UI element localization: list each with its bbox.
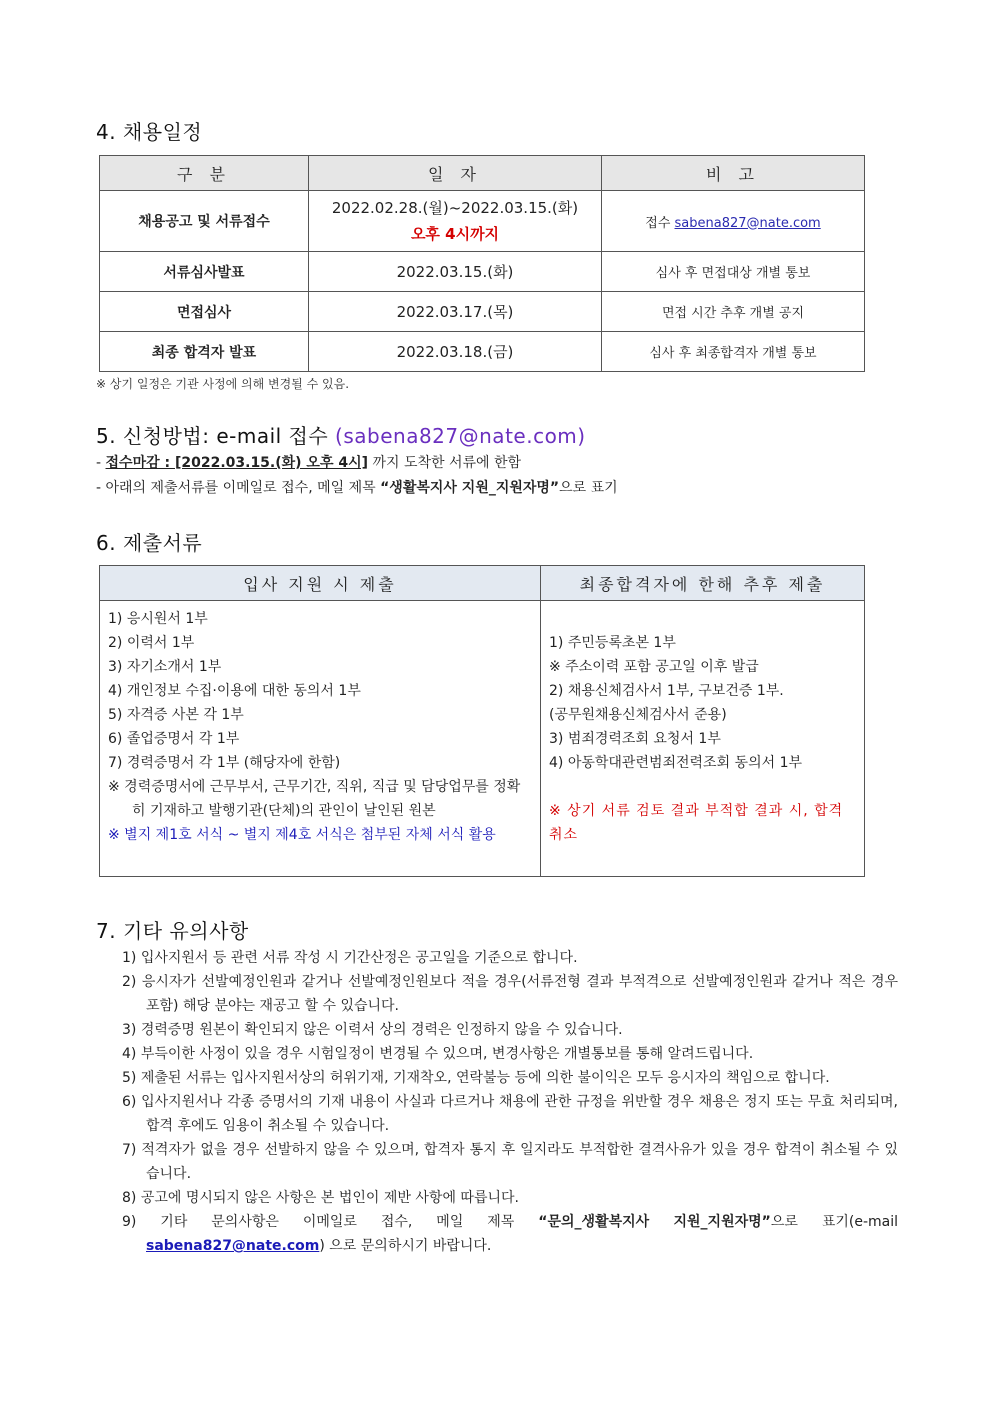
section7-title: 7. 기타 유의사항	[96, 919, 249, 943]
list-item: 3) 자기소개서 1부	[108, 659, 222, 675]
item9-prefix: 9) 기타 문의사항은 이메일로 접수, 메일 제목	[122, 1214, 539, 1230]
schedule-table	[99, 155, 865, 372]
list-item: 4) 부득이한 사정이 있을 경우 시험일정이 변경될 수 있으며, 변경사항은 개별통보를 통해 알려드립니다.	[122, 1046, 754, 1062]
row-label: 최종 합격자 발표	[100, 332, 309, 372]
list-item: 6) 입사지원서나 각종 증명서의 기재 내용이 사실과 다르거나 채용에 관한 규정을 위반할 경우 채용은 정지 또는 무효 처리되며, 합격 후에도 임용이 취소될 수 있습니다.	[122, 1094, 898, 1134]
table-row	[100, 332, 865, 372]
table-row	[100, 601, 865, 877]
deadline-rest: 까지 도착한 서류에 한함	[368, 455, 522, 471]
list-item: 4) 아동학대관련범죄전력조회 동의서 1부	[549, 755, 803, 771]
item9-subject: “문의_생활복지사 지원_지원자명”	[538, 1214, 771, 1230]
table-row	[100, 292, 865, 332]
schedule-header: 구 분	[100, 156, 309, 191]
row-date	[309, 191, 602, 252]
list-item: 2) 채용신체검사서 1부, 구보건증 1부.	[549, 683, 784, 699]
row-date-value: 2022.02.28.(월)~2022.03.15.(화)	[331, 199, 579, 217]
documents-left-cell	[100, 601, 541, 877]
list-item: 2) 이력서 1부	[108, 635, 195, 651]
row-note: 심사 후 최종합격자 개별 통보	[602, 332, 865, 372]
row-date: 2022.03.15.(화)	[309, 252, 602, 292]
disqualify-note: ※ 상기 서류 검토 결과 부적합 결과 시, 합격 취소	[549, 803, 844, 843]
list-item: 5) 제출된 서류는 입사지원서상의 허위기재, 기재착오, 연락불능 등에 의한 불이익은 모두 응시자의 책임으로 합니다.	[122, 1070, 830, 1086]
table-row	[100, 191, 865, 252]
deadline-prefix: -	[96, 455, 106, 471]
schedule-header-row	[100, 156, 865, 191]
row-date: 2022.03.17.(목)	[309, 292, 602, 332]
list-item: 8) 공고에 명시되지 않은 사항은 본 법인이 제반 사항에 따릅니다.	[122, 1190, 519, 1206]
list-item: ※ 주소이력 포함 공고일 이후 발급	[549, 659, 759, 675]
spacer	[549, 607, 856, 631]
documents-table	[99, 565, 865, 877]
list-item	[122, 1210, 898, 1258]
documents-right-cell	[541, 601, 865, 877]
row-label: 서류심사발표	[100, 252, 309, 292]
section5-title	[96, 420, 586, 449]
list-item: (공무원채용신체검사서 준용)	[549, 707, 727, 723]
row-date: 2022.03.18.(금)	[309, 332, 602, 372]
deadline-line	[96, 452, 521, 472]
list-item: 3) 범죄경력조회 요청서 1부	[549, 731, 721, 747]
schedule-header: 비 고	[602, 156, 865, 191]
row-note: 면접 시간 추후 개별 공지	[602, 292, 865, 332]
list-item: 3) 경력증명 원본이 확인되지 않은 이력서 상의 경력은 인정하지 않을 수 있습니다.	[122, 1022, 623, 1038]
list-item: 6) 졸업증명서 각 1부	[108, 731, 240, 747]
item9-suffix: ) 으로 문의하시기 바랍니다.	[319, 1238, 492, 1254]
table-row	[100, 252, 865, 292]
subject-prefix: - 아래의 제출서류를 이메일로 접수, 메일 제목	[96, 480, 381, 496]
item9-email-link[interactable]: sabena827@nate.com	[146, 1238, 320, 1254]
documents-header: 최종합격자에 한해 추후 제출	[541, 566, 865, 601]
list-item: 4) 개인정보 수집·이용에 대한 동의서 1부	[108, 683, 361, 699]
subject-line	[96, 477, 618, 497]
section5-title-text: 5. 신청방법: e-mail 접수	[96, 424, 336, 448]
row-note: 심사 후 면접대상 개별 통보	[602, 252, 865, 292]
section6-title: 6. 제출서류	[96, 531, 203, 555]
list-item: 7) 경력증명서 각 1부 (해당자에 한함)	[108, 755, 341, 771]
section4-title: 4. 채용일정	[96, 120, 203, 144]
list-item: 2) 응시자가 선발예정인원과 같거나 선발예정인원보다 적을 경우(서류전형 결과 부적격으로 선발예정인원과 같거나 적은 경우 포함) 해당 분야는 재공고 할 수 있습니다.	[122, 974, 898, 1014]
documents-header-row	[100, 566, 865, 601]
deadline-bold: 접수마감 : [2022.03.15.(화) 오후 4시]	[105, 455, 369, 471]
row-label: 면접심사	[100, 292, 309, 332]
list-item: 5) 자격증 사본 각 1부	[108, 707, 244, 723]
subject-bold: “생활복지사 지원_지원자명”	[380, 480, 560, 496]
schedule-header: 일 자	[309, 156, 602, 191]
row-note	[602, 191, 865, 252]
section5-email[interactable]: (sabena827@nate.com)	[335, 424, 586, 448]
list-item: 1) 입사지원서 등 관련 서류 작성 시 기간산정은 공고일을 기준으로 합니다.	[122, 950, 578, 966]
item9-mid: 으로 표기(e-mail	[770, 1214, 898, 1230]
notes-list	[122, 946, 898, 1258]
career-note: ※ 경력증명서에 근무부서, 근무기간, 직위, 직급 및 담당업무를 정확히 기재하고 발행기관(단체)의 관인이 날인된 원본	[108, 779, 521, 819]
form-note: ※ 별지 제1호 서식 ~ 별지 제4호 서식은 첨부된 자체 서식 활용	[108, 827, 496, 843]
documents-header: 입사 지원 시 제출	[100, 566, 541, 601]
email-link[interactable]: sabena827@nate.com	[674, 215, 821, 231]
note-prefix: 접수	[645, 215, 675, 231]
deadline-time: 오후 4시까지	[410, 225, 500, 243]
list-item: 7) 적격자가 없을 경우 선발하지 않을 수 있으며, 합격자 통지 후 일지라도 부적합한 결격사유가 있을 경우 합격이 취소될 수 있습니다.	[122, 1142, 898, 1182]
list-item: 1) 응시원서 1부	[108, 611, 208, 627]
spacer	[549, 775, 856, 799]
schedule-footnote: ※ 상기 일정은 기관 사정에 의해 변경될 수 있음.	[96, 377, 350, 391]
row-label: 채용공고 및 서류접수	[100, 191, 309, 252]
subject-rest: 으로 표기	[559, 480, 618, 496]
list-item: 1) 주민등록초본 1부	[549, 635, 676, 651]
